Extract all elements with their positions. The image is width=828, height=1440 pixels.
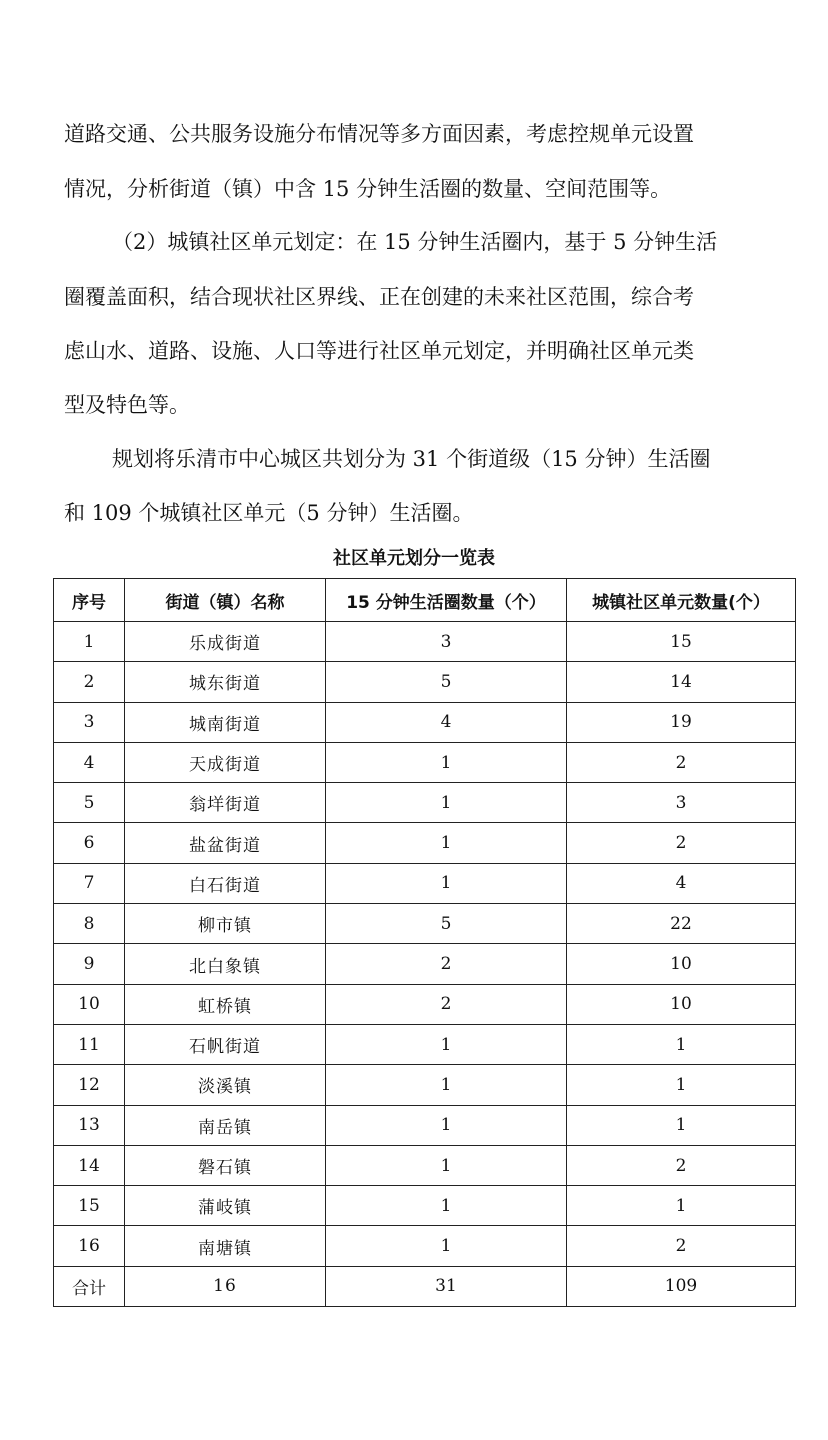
cell-name: 16 [125,1266,326,1306]
table-row [54,1105,796,1145]
cell-name: 白石街道 [125,863,326,903]
cell-name: 石帆街道 [125,1024,326,1064]
cell-15min-count: 1 [326,1186,567,1226]
cell-index: 13 [54,1105,125,1145]
cell-name: 南岳镇 [125,1105,326,1145]
cell-name: 翁垟街道 [125,783,326,823]
cell-unit-count: 22 [567,904,796,944]
cell-15min-count: 1 [326,1145,567,1185]
header-15min-count: 15 分钟生活圈数量（个） [326,579,567,622]
cell-name: 天成街道 [125,742,326,782]
paragraph-line: 道路交通、公共服务设施分布情况等多方面因素，考虑控规单元设置 [64,122,694,146]
cell-15min-count: 2 [326,944,567,984]
table-row [54,1065,796,1105]
cell-unit-count: 19 [567,702,796,742]
cell-index: 12 [54,1065,125,1105]
cell-name: 淡溪镇 [125,1065,326,1105]
cell-15min-count: 1 [326,742,567,782]
table-row [54,702,796,742]
cell-unit-count: 14 [567,662,796,702]
cell-unit-count: 1 [567,1105,796,1145]
cell-15min-count: 1 [326,823,567,863]
cell-unit-count: 2 [567,742,796,782]
cell-unit-count: 2 [567,1145,796,1185]
cell-name: 蒲岐镇 [125,1186,326,1226]
cell-index: 2 [54,662,125,702]
table-row [54,742,796,782]
cell-index: 1 [54,622,125,662]
cell-unit-count: 10 [567,984,796,1024]
cell-15min-count: 1 [326,863,567,903]
cell-15min-count: 1 [326,1105,567,1145]
paragraph-line: 虑山水、道路、设施、人口等进行社区单元划定，并明确社区单元类 [64,339,694,363]
cell-15min-count: 1 [326,783,567,823]
table-row [54,863,796,903]
table-row [54,662,796,702]
table-row [54,622,796,662]
cell-name: 虹桥镇 [125,984,326,1024]
table-row [54,1226,796,1266]
cell-index: 4 [54,742,125,782]
community-unit-table [53,578,796,1307]
table-header-row [54,579,796,622]
cell-index: 8 [54,904,125,944]
cell-index: 14 [54,1145,125,1185]
cell-index: 10 [54,984,125,1024]
cell-name: 南塘镇 [125,1226,326,1266]
table-row [54,1024,796,1064]
cell-15min-count: 5 [326,662,567,702]
cell-index: 11 [54,1024,125,1064]
cell-index: 9 [54,944,125,984]
header-name: 街道（镇）名称 [125,579,326,622]
header-unit-count: 城镇社区单元数量(个） [567,579,796,622]
cell-index: 7 [54,863,125,903]
cell-unit-count: 109 [567,1266,796,1306]
cell-index: 合计 [54,1266,125,1306]
cell-15min-count: 1 [326,1065,567,1105]
cell-name: 柳市镇 [125,904,326,944]
cell-index: 3 [54,702,125,742]
cell-index: 5 [54,783,125,823]
cell-15min-count: 4 [326,702,567,742]
table-total-row [54,1266,796,1306]
cell-index: 6 [54,823,125,863]
paragraph-line: 圈覆盖面积，结合现状社区界线、正在创建的未来社区范围，综合考 [64,285,694,309]
paragraph-line: （2）城镇社区单元划定：在 15 分钟生活圈内，基于 5 分钟生活 [112,230,718,254]
table-row [54,783,796,823]
table-row [54,1186,796,1226]
cell-unit-count: 15 [567,622,796,662]
cell-name: 城南街道 [125,702,326,742]
cell-unit-count: 1 [567,1186,796,1226]
cell-unit-count: 1 [567,1065,796,1105]
table-row [54,823,796,863]
cell-index: 15 [54,1186,125,1226]
cell-15min-count: 1 [326,1024,567,1064]
cell-15min-count: 2 [326,984,567,1024]
cell-15min-count: 31 [326,1266,567,1306]
cell-15min-count: 5 [326,904,567,944]
cell-name: 磐石镇 [125,1145,326,1185]
table-row [54,904,796,944]
table-title: 社区单元划分一览表 [333,548,495,569]
cell-unit-count: 4 [567,863,796,903]
header-index: 序号 [54,579,125,622]
table-row [54,944,796,984]
paragraph-line: 规划将乐清市中心城区共划分为 31 个街道级（15 分钟）生活圈 [112,447,711,471]
cell-unit-count: 2 [567,1226,796,1266]
cell-name: 北白象镇 [125,944,326,984]
paragraph-line: 和 109 个城镇社区单元（5 分钟）生活圈。 [64,501,474,525]
cell-name: 城东街道 [125,662,326,702]
cell-name: 盐盆街道 [125,823,326,863]
paragraph-line: 型及特色等。 [64,393,190,417]
cell-unit-count: 2 [567,823,796,863]
cell-unit-count: 1 [567,1024,796,1064]
cell-unit-count: 10 [567,944,796,984]
paragraph-line: 情况，分析街道（镇）中含 15 分钟生活圈的数量、空间范围等。 [64,177,672,201]
cell-unit-count: 3 [567,783,796,823]
table-row [54,1145,796,1185]
cell-15min-count: 3 [326,622,567,662]
cell-name: 乐成街道 [125,622,326,662]
table-row [54,984,796,1024]
cell-index: 16 [54,1226,125,1266]
cell-15min-count: 1 [326,1226,567,1266]
